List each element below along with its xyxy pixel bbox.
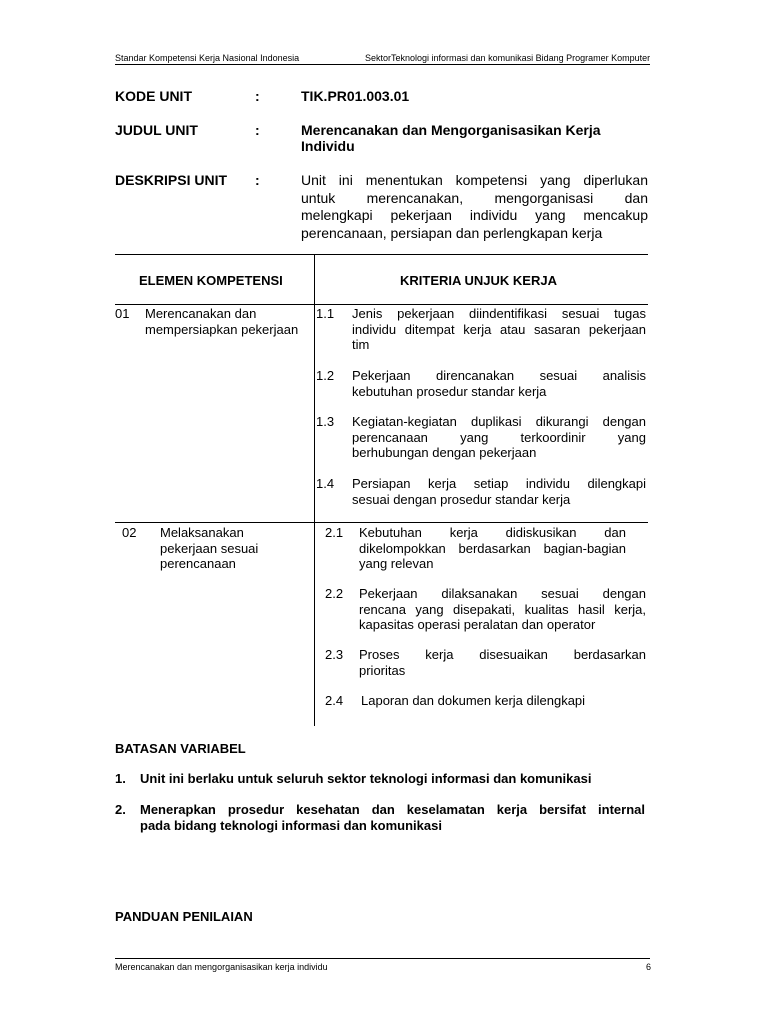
judul-unit-line: Merencanakan dan Mengorganisasikan Kerja — [301, 122, 601, 138]
kriteria-number: 2.2 — [325, 586, 344, 601]
kriteria-line: Laporan dan dokumen kerja dilengkapi — [361, 693, 586, 708]
kriteria-number: 2.1 — [325, 525, 344, 540]
batasan-item-number: 2. — [115, 802, 126, 817]
kriteria-text — [359, 586, 646, 633]
judul-unit-label: JUDUL UNIT — [115, 122, 198, 138]
kriteria-line: berhubungan dengan pekerjaan — [352, 445, 537, 460]
kriteria-line: Pekerjaan direncanakan sesuai analisis — [352, 368, 646, 383]
elemen-line: perencanaan — [160, 556, 236, 571]
kriteria-number: 1.3 — [316, 414, 335, 429]
kriteria-text — [352, 306, 646, 353]
kriteria-line: dikelompokkan berdasarkan bagian-bagian — [359, 540, 626, 556]
judul-unit-colon: : — [255, 122, 260, 138]
footer-left: Merencanakan dan mengorganisasikan kerja individu — [115, 962, 328, 972]
kriteria-text — [352, 476, 646, 507]
batasan-line: pada bidang teknologi informasi dan komunikasi — [140, 818, 442, 833]
batasan-title: BATASAN VARIABEL — [115, 741, 246, 756]
kriteria-line: tim — [352, 337, 370, 352]
kriteria-text — [352, 368, 646, 399]
kriteria-number: 2.4 — [325, 693, 344, 708]
judul-unit-line: Individu — [301, 138, 355, 154]
judul-unit-value — [301, 122, 648, 154]
panduan-title: PANDUAN PENILAIAN — [115, 909, 253, 924]
kriteria-line: individu ditempat kerja atau sasaran pekerjaan — [352, 321, 646, 337]
kriteria-line: perencanaan yang terkoordinir yang — [352, 429, 646, 445]
kriteria-line: rencana yang disepakati, kualitas hasil kerja, — [359, 601, 646, 617]
elemen-name — [160, 525, 258, 572]
kriteria-number: 1.1 — [316, 306, 335, 321]
table-header-elemen: ELEMEN KOMPETENSI — [139, 273, 283, 288]
kriteria-line: kapasitas operasi peralatan dan operator — [359, 617, 596, 632]
kriteria-line: kebutuhan prosedur standar kerja — [352, 383, 547, 399]
kriteria-line: Proses kerja disesuaikan berdasarkan — [359, 647, 646, 662]
kriteria-line: Kebutuhan kerja didiskusikan dan — [359, 525, 626, 540]
batasan-line: Unit ini berlaku untuk seluruh sektor teknologi informasi dan komunikasi — [140, 771, 592, 786]
batasan-item-text — [140, 771, 645, 787]
deskripsi-unit-value — [301, 172, 648, 242]
table-row-divider — [115, 522, 648, 523]
batasan-item-text — [140, 802, 645, 834]
elemen-line: Melaksanakan — [160, 525, 244, 540]
deskripsi-line: perencanaan, persiapan dan perlengkapan kerja — [301, 224, 603, 241]
kriteria-number: 1.2 — [316, 368, 335, 383]
kode-unit-value: TIK.PR01.003.01 — [301, 88, 410, 104]
kriteria-line: Jenis pekerjaan diindentifikasi sesuai tugas — [352, 306, 646, 321]
elemen-line: Merencanakan dan — [145, 306, 257, 321]
deskripsi-unit-label: DESKRIPSI UNIT — [115, 172, 228, 188]
kode-unit-label: KODE UNIT — [115, 88, 192, 104]
header-rule — [115, 64, 650, 65]
batasan-line: Menerapkan prosedur kesehatan dan keselamatan kerja bersifat internal — [140, 802, 645, 817]
deskripsi-line: Unit ini menentukan kompetensi yang diperlukan — [301, 172, 648, 188]
kriteria-line: prioritas — [359, 662, 406, 678]
batasan-item-number: 1. — [115, 771, 126, 786]
kriteria-text — [359, 525, 626, 572]
kriteria-line: Pekerjaan dilaksanakan sesuai dengan — [359, 586, 646, 601]
kriteria-line: sesuai dengan prosedur standar kerja — [352, 491, 571, 507]
kriteria-number: 1.4 — [316, 476, 335, 491]
kriteria-line: yang relevan — [359, 556, 434, 571]
kode-unit-colon: : — [255, 88, 260, 104]
elemen-number: 02 — [122, 525, 137, 540]
elemen-name — [145, 306, 298, 337]
kriteria-text — [361, 693, 646, 709]
kriteria-text — [352, 414, 646, 461]
kriteria-number: 2.3 — [325, 647, 344, 662]
kriteria-line: Kegiatan-kegiatan duplikasi dikurangi dengan — [352, 414, 646, 429]
footer-rule — [115, 958, 650, 959]
header-right: SektorTeknologi informasi dan komunikasi Bidang Programer Komputer — [365, 53, 651, 63]
table-header-kriteria: KRITERIA UNJUK KERJA — [400, 273, 557, 288]
kriteria-text — [359, 647, 646, 678]
deskripsi-unit-colon: : — [255, 172, 260, 188]
table-header-rule — [115, 304, 648, 305]
header-left: Standar Kompetensi Kerja Nasional Indonesia — [115, 53, 300, 63]
elemen-line: pekerjaan sesuai — [160, 540, 259, 556]
kriteria-line: Persiapan kerja setiap individu dilengkapi — [352, 476, 646, 491]
deskripsi-line: untuk merencanakan, mengorganisasi dan — [301, 189, 648, 206]
page-number: 6 — [646, 962, 652, 972]
elemen-number: 01 — [115, 306, 130, 321]
table-column-divider — [314, 254, 315, 726]
table-top-rule — [115, 254, 648, 255]
deskripsi-line: melengkapi pekerjaan individu yang mencakup — [301, 207, 648, 223]
elemen-line: mempersiapkan pekerjaan — [145, 321, 299, 337]
